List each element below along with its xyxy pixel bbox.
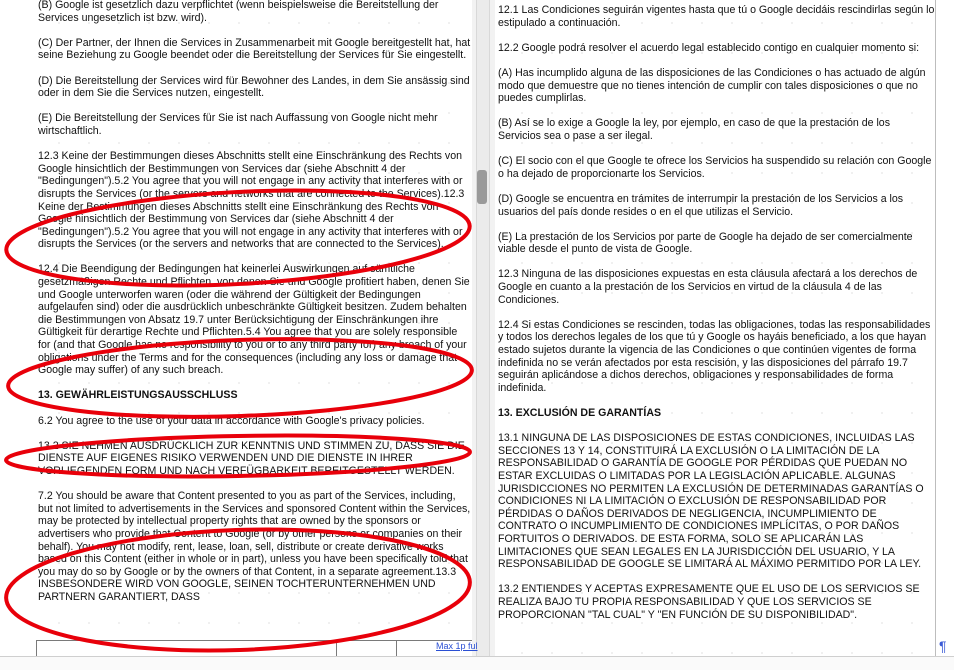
- table-row-fragment: [36, 640, 472, 657]
- right-paragraph: 13.1 NINGUNA DE LAS DISPOSICIONES DE ESTAS CONDICIONES, INCLUIDAS LAS SECCIONES 13 Y 14, CONSTITUIRÁ LA EXCLUSIÓN O LA LIMITACIÓN DE LA RESPONSABILIDAD O GARANTÍA DE GOOGLE POR PÉRDIDAS QUE PUEDAN NO ESTAR EXCLUIDAS O LIMITADAS POR LA LEGISLACIÓN APLICABLE. ALGUNAS JURISDICCIONES NO PERMITEN LA EXCLUSIÓN DE DETERMINADAS GARANTÍAS O CONDICIONES NI LA LIMITACIÓN O EXCLUSIÓN DE RESPONSABILIDAD POR PÉRDIDAS O DAÑOS DERIVADOS DE NEGLIGENCIA, INCUMPLIMIENTO DE CONTRATO O INCUMPLIMIENTO DE CONDICIONES IMPLÍCITAS, O POR DAÑOS FORTUITOS O DERIVADOS. DE ESTA FORMA, SOLO SE APLICARÁN LAS LIMITACIONES QUE SEAN LEGALES EN LA JURISDICCIÓN DEL USUARIO, Y LA RESPONSABILIDAD DE GOOGLE SE LIMITARÁ AL MÁXIMO PERMITIDO POR LA LEY.: [498, 432, 924, 571]
- status-bar: [0, 656, 954, 670]
- right-section-heading: 13. EXCLUSIÓN DE GARANTÍAS: [498, 407, 662, 419]
- left-paragraph: 12.3 Keine der Bestimmungen dieses Abschnitts stellt eine Einschränkung des Rechts von Google hinsichtlich der Bestimmungen von Services dar (siehe Abschnitt 4 der "Bedingungen").5.2 You agree that you will not engage in any activity that interferes with or disrupts the Services (or the servers and networks that are connected to the Services).12.3 Keine der Bestimmungen dieses Abschnitts stellt eine Einschränkung des Rechts von Google hinsichtlich der Bestimmung von Services dar (siehe Abschnitt 4 der "Bedingungen").5.2 You agree that you will not engage in any activity that interferes with or disrupts the Services (or the servers and networks that are connected to the Services).: [38, 150, 465, 251]
- right-page-margin: [935, 0, 954, 669]
- right-paragraph: 13.2 ENTIENDES Y ACEPTAS EXPRESAMENTE QUE EL USO DE LOS SERVICIOS SE REALIZA BAJO TU PROPIA RESPONSABILIDAD Y QUE LOS SERVICIOS SE PROPORCIONAN "TAL CUAL" Y "EN FUNCIÓN DE SU DISPONIBILIDAD".: [498, 583, 920, 621]
- vertical-scrollbar[interactable]: [476, 0, 490, 656]
- right-document-pane[interactable]: [495, 0, 935, 656]
- right-paragraph: (B) Así se lo exige a Google la ley, por ejemplo, en caso de que la prestación de los Servicios sea o pase a ser ilegal.: [498, 117, 890, 142]
- right-paragraph: (D) Google se encuentra en trámites de interrumpir la prestación de los Servicios a los usuarios del país donde resides o en el que utilizas el Servicio.: [498, 192, 904, 218]
- left-paragraph: 13.2 SIE NEHMEN AUSDRÜCKLICH ZUR KENNTNIS UND STIMMEN ZU, DASS SIE DIE DIENSTE AUF EIGENES RISIKO VERWENDEN UND DIE DIENSTE IN IHRER VORLIEGENDEN FORM UND NACH VERFÜGBARKEIT BEREITGESTELLT WERDEN.: [38, 439, 465, 477]
- right-paragraph: (E) La prestación de los Servicios por parte de Google ha dejado de ser comercialmente viable desde el punto de vista de Google.: [498, 230, 913, 256]
- left-paragraph: (C) Der Partner, der Ihnen die Services in Zusammenarbeit mit Google bereitgestellt hat, hat seine Beziehung zu Google beendet oder die Bereitstellung der Services für Sie eingestellt.: [38, 36, 471, 62]
- pilcrow-icon: ¶: [939, 638, 947, 654]
- page-edge-line: [935, 0, 936, 656]
- left-section-heading: 13. GEWÄHRLEISTUNGSAUSSCHLUSS: [38, 389, 238, 402]
- right-paragraph: 12.3 Ninguna de las disposiciones expuestas en esta cláusula afectará a los derechos de Google en cuanto a la prestación de los Servicios en virtud de la cláusula 4 de las Condiciones.: [498, 268, 918, 306]
- left-paragraph: 6.2 You agree to the use of your data in accordance with Google's privacy policies.: [38, 414, 425, 427]
- right-paragraph: 12.1 Las Condiciones seguirán vigentes hasta que tú o Google decidáis rescindirlas según lo estipulado a continuación.: [498, 4, 935, 29]
- left-paragraph: (B) Google ist gesetzlich dazu verpflichtet (wenn beispielsweise die Bereitstellung der Services ungesetzlich ist bzw. wird).: [38, 0, 439, 24]
- right-paragraph: (C) El socio con el que Google te ofrece los Servicios ha suspendido su relación con Google o ha dejado de proporcionarte los Servicios.: [498, 155, 932, 180]
- bottom-link[interactable]: Max 1p ful: [436, 641, 478, 651]
- table-cell: [336, 641, 397, 657]
- table-cell: [36, 641, 79, 657]
- right-paragraph: 12.2 Google podrá resolver el acuerdo legal establecido contigo en cualquier momento si:: [498, 41, 920, 54]
- left-paragraph: 7.2 You should be aware that Content presented to you as part of the Services, including, but not limited to advertisements in the Services and sponsored Content within the Services, may be protected by intellectual property rights that are owned by the sponsors or advertisers who provide that Content to Google (or by other persons or companies on their behalf). You may not modify, rent, lease, loan, sell, distribute or create derivative works based on this Content (either in whole or in part), unless you have been specifically told that you may do so by Google or by the owners of that Content, in a separate agreement.13.3 INSBESONDERE WIRD VON GOOGLE, SEINEN TOCHTERUNTERNEHMEN UND PARTNERN GARANTIERT, DASS: [38, 490, 471, 603]
- right-document-text: [495, 0, 935, 621]
- right-paragraph: 12.4 Si estas Condiciones se rescinden, todas las obligaciones, todas las responsabilidades y todos los derechos legales de los que tú y Google os hayáis beneficiado, a los que hayan estado sujetos durante la vigencia de las Condiciones o que continúen vigentes de forma indefinida no se verán afectados por esta rescisión, y las disposiciones del párrafo 19.7 seguirán aplicándose a dichos derechos, obligaciones y responsabilidades de forma indefinida.: [498, 318, 931, 394]
- left-paragraph: (E) Die Bereitstellung der Services für Sie ist nach Auffassung von Google nicht mehr wirtschaftlich.: [38, 112, 438, 137]
- left-paragraph: (D) Die Bereitstellung der Services wird für Bewohner des Landes, in dem Sie ansässig sind oder in dem Sie die Services nutzen, eingestellt.: [38, 74, 470, 100]
- left-paragraph: 12.4 Die Beendigung der Bedingungen hat keinerlei Auswirkungen auf sämtliche gesetzmäßigen Rechte und Pflichten, von denen Sie und Google profitiert haben, denen Sie und Google unterworfen waren (oder die während der Gültigkeit der Bedingungen aufgelaufen sind) oder die ausdrücklich unbeschränkte Gültigkeit besitzen. Zudem behalten die Bestimmungen von Absatz 19.7 unter Berücksichtigung der Einschränkungen ihre Gültigkeit für derartige Rechte und Pflichten.5.4 You agree that you are solely responsible for (and that Google has no responsibility to you or to any third party for) any breach of your obligations under the Terms and for the consequences (including any loss or damage that Google may suffer) of any such breach.: [38, 263, 470, 377]
- scrollbar-thumb[interactable]: [477, 170, 487, 204]
- left-document-text: [32, 0, 472, 604]
- left-page-margin: [0, 0, 32, 656]
- right-paragraph: (A) Has incumplido alguna de las disposiciones de las Condiciones o has actuado de algún modo que demuestre que no tienes intención de cumplir con tales disposiciones o que no puedes cumplirlas.: [498, 66, 926, 105]
- left-document-pane[interactable]: [32, 0, 472, 656]
